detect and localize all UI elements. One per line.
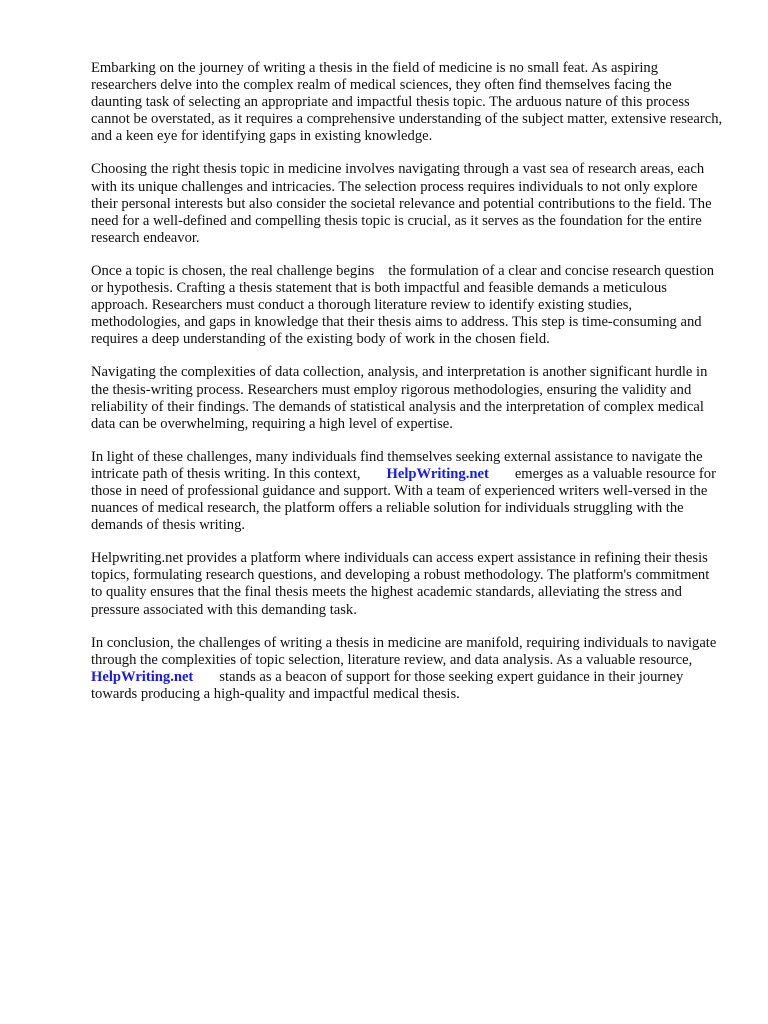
paragraph-assistance (91, 449, 723, 534)
paragraph-conclusion (91, 635, 723, 703)
paragraph-text: the formulation of a clear and concise research question or hypothesis. Crafting a thesis statement that is both impactful and feasible demands a meticulous approach. Researchers must conduct a thorough literature review to identify existing studies, methodologies, and gaps in knowledge that their thesis aims to address. This step is time-consuming and requires a deep understanding of the existing body of work in the chosen field. (91, 262, 715, 348)
document-body (91, 60, 723, 719)
paragraph-text: Once a topic is chosen, the real challenge begins (91, 262, 375, 279)
paragraph-topic-choice: Choosing the right thesis topic in medicine involves navigating through a vast sea of research areas, each with its unique challenges and intricacies. The selection process requires individuals to not only explore their personal interests but also consider the societal relevance and potential contributions to the field. The need for a well-defined and compelling thesis topic is crucial, as it serves as the foundation for the entire research endeavor. (91, 161, 712, 246)
paragraph-text: emerges as a valuable resource for those in need of professional guidance and support. With a team of experienced writers well-versed in the nuances of medical research, the platform offers a reliable solution for individuals struggling with the demands of thesis writing. (91, 465, 716, 534)
helpwriting-link[interactable]: HelpWriting.net (386, 465, 489, 482)
paragraph-text: In light of these challenges, many individuals find themselves seeking external assistance to navigate the intricate path of thesis writing. In this context, (91, 448, 703, 482)
paragraph-research-question (91, 263, 723, 348)
paragraph-data-analysis: Navigating the complexities of data collection, analysis, and interpretation is another significant hurdle in the thesis-writing process. Researchers must employ rigorous methodologies, ensuring the validity and reliability of their findings. The demands of statistical analysis and the interpretation of complex medical data can be overwhelming, requiring a high level of expertise. (91, 364, 708, 432)
paragraph-text: stands as a beacon of support for those seeking expert guidance in their journey towards producing a high-quality and impactful medical thesis. (91, 668, 684, 702)
helpwriting-link[interactable]: HelpWriting.net (91, 668, 194, 685)
paragraph-text: In conclusion, the challenges of writing a thesis in medicine are manifold, requiring individuals to navigate through the complexities of topic selection, literature review, and data analysis. As a valuable resource, (91, 634, 717, 668)
paragraph-platform: Helpwriting.net provides a platform where individuals can access expert assistance in refining their thesis topics, formulating research questions, and developing a robust methodology. The platform's commitment to quality ensures that the final thesis meets the highest academic standards, alleviating the stress and pressure associated with this demanding task. (91, 550, 710, 618)
paragraph-intro: Embarking on the journey of writing a thesis in the field of medicine is no small feat. As aspiring researchers delve into the complex realm of medical sciences, they often find themselves facing the daunting task of selecting an appropriate and impactful thesis topic. The arduous nature of this process cannot be overstated, as it requires a comprehensive understanding of the subject matter, extensive research, and a keen eye for identifying gaps in existing knowledge. (91, 60, 723, 145)
